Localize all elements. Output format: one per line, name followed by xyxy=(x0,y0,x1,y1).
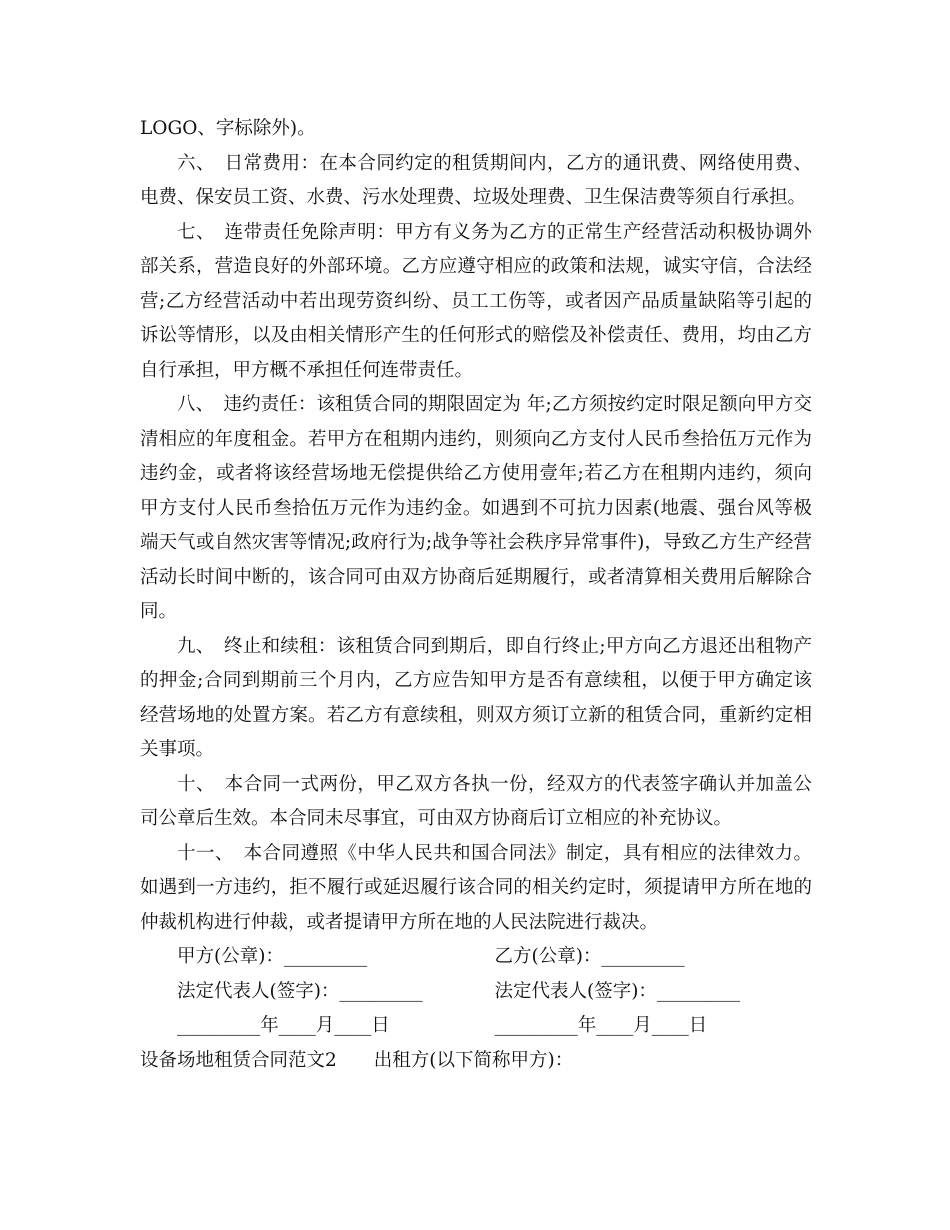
document-page xyxy=(140,112,812,1078)
party-a-representative: 法定代表人(签字)：_________ xyxy=(177,980,423,1002)
signature-row-seal xyxy=(140,940,812,975)
paragraph-continuation: LOGO、字标除外)。 xyxy=(140,118,316,139)
party-b-representative: 法定代表人(签字)：_________ xyxy=(494,980,741,1002)
clause-9-termination-renewal: 九、 终止和续租：该租赁合同到期后，即自行终止;甲方向乙方退还出租物产的押金;合同到期前三个月内，乙方应告知甲方是否有意续租，以便于甲方确定该经营场地的处置方案。若乙方有意续租，则双方须订立新的租赁合同，重新约定相关事项。 xyxy=(140,635,812,760)
next-contract-title: 设备场地租赁合同范文2 出租方(以下简称甲方)： xyxy=(140,1049,574,1071)
clause-6-daily-expenses: 六、 日常费用：在本合同约定的租赁期间内，乙方的通讯费、网络使用费、电费、保安员工资、水费、污水处理费、垃圾处理费、卫生保洁费等须自行承担。 xyxy=(140,152,812,208)
party-a-date: _________年____月____日 xyxy=(177,1015,390,1036)
clause-10-copies: 十、 本合同一式两份，甲乙双方各执一份，经双方的代表签字确认并加盖公司公章后生效。本合同未尽事宜，可由双方协商后订立相应的补充协议。 xyxy=(140,773,812,829)
clause-11-governing-law: 十一、 本合同遵照《中华人民共和国合同法》制定，具有相应的法律效力。如遇到一方违约，拒不履行或延迟履行该合同的相关约定时，须提请甲方所在地的仲裁机构进行仲裁，或者提请甲方所在地的人民法院进行裁决。 xyxy=(140,842,812,933)
party-b-date: _________年____月____日 xyxy=(494,1015,708,1036)
party-a-seal: 甲方(公章)：_________ xyxy=(177,946,368,967)
signature-row-date xyxy=(140,1009,812,1044)
clause-8-breach-liability: 八、 违约责任：该租赁合同的期限固定为 年;乙方须按约定时限足额向甲方交清相应的年度租金。若甲方在租期内违约，则须向乙方支付人民币叁拾伍万元作为违约金，或者将该经营场地无偿提供给乙方使用壹年;若乙方在租期内违约，须向甲方支付人民币叁拾伍万元作为违约金。如遇到不可抗力因素(地震、强台风等极端天气或自然灾害等情况;政府行为;战争等社会秩序异常事件)，导致乙方生产经营活动长时间中断的，该合同可由双方协商后延期履行，或者清算相关费用后解除合同。 xyxy=(140,394,812,622)
signature-row-representative xyxy=(140,975,812,1010)
party-b-seal: 乙方(公章)：_________ xyxy=(494,946,685,967)
clause-7-liability-disclaimer: 七、 连带责任免除声明：甲方有义务为乙方的正常生产经营活动积极协调外部关系，营造良好的外部环境。乙方应遵守相应的政策和法规，诚实守信，合法经营;乙方经营活动中若出现劳资纠纷、员工工伤等，或者因产品质量缺陷等引起的诉讼等情形，以及由相关情形产生的任何形式的赔偿及补偿责任、费用，均由乙方自行承担，甲方概不承担任何连带责任。 xyxy=(140,221,812,381)
